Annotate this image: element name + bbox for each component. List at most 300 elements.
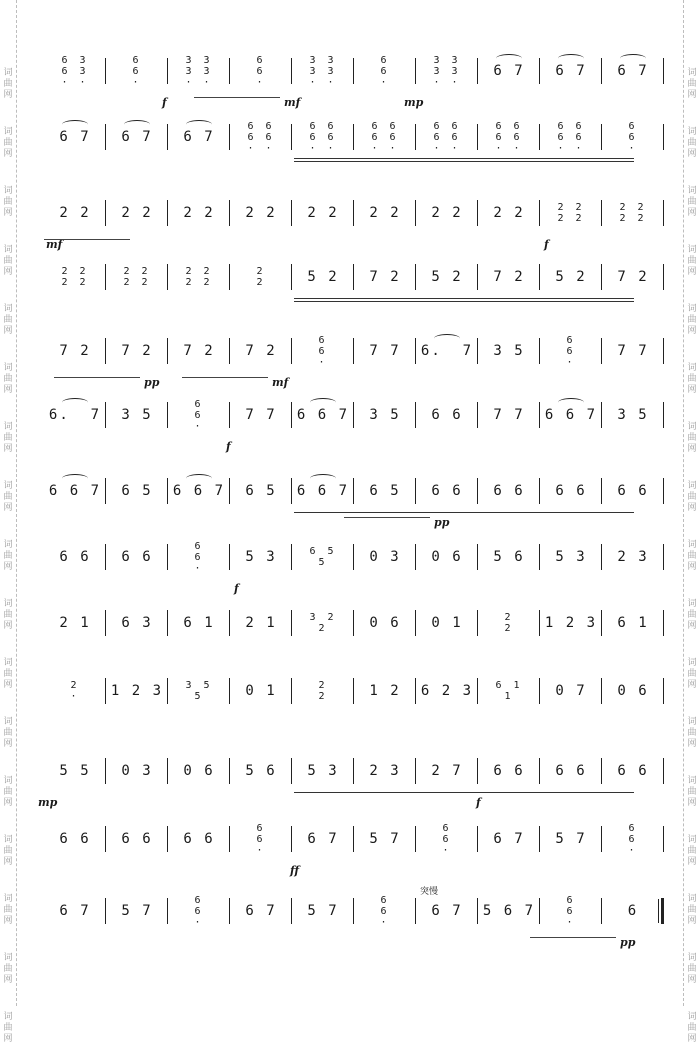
hairpin-line	[54, 377, 140, 378]
measure-notes: 6 6	[121, 549, 153, 565]
measure-notes: 7 7	[493, 407, 525, 423]
measure	[168, 756, 230, 786]
measure	[106, 676, 168, 706]
beam-line	[294, 161, 634, 162]
score-row	[44, 672, 664, 732]
measure	[602, 476, 664, 506]
measure-notes: 2 1	[245, 615, 277, 631]
measure	[44, 476, 106, 506]
measure	[292, 824, 354, 854]
measure-notes: 6 5	[245, 483, 277, 499]
measure-notes: 0 1	[431, 615, 463, 631]
beam-line	[294, 301, 634, 302]
score-row	[44, 118, 664, 178]
measure	[168, 262, 230, 292]
watermark-char: 曲	[687, 846, 697, 856]
measure-notes: 7 2	[121, 343, 153, 359]
measure-notes: 0 6	[617, 683, 649, 699]
measure-notes: 0 3	[369, 549, 401, 565]
measure-notes: 6 6 7	[296, 483, 350, 499]
measure-notes: 6 1	[183, 615, 215, 631]
measure	[540, 896, 602, 926]
measure-notes: 3 2 2	[309, 612, 337, 634]
measure-notes: 6 6 6 6 · ·	[247, 120, 275, 154]
measure-notes: 6 6 7	[296, 407, 350, 423]
measure	[478, 756, 540, 786]
measure-notes: 6 6	[431, 407, 463, 423]
watermark-char: 网	[3, 562, 13, 572]
measure	[168, 542, 230, 572]
measure	[354, 262, 416, 292]
measure-notes: 2 2	[493, 205, 525, 221]
measure	[354, 476, 416, 506]
watermark-char: 词	[687, 245, 697, 255]
measure	[292, 542, 354, 572]
measure-notes: 2 3	[369, 763, 401, 779]
watermark-char: 网	[687, 857, 697, 867]
watermark-char: 词	[3, 68, 13, 78]
measure-notes: 6 2 3	[420, 683, 474, 699]
measure-notes: 7 2	[183, 343, 215, 359]
watermark-char: 网	[3, 621, 13, 631]
measure-notes: 2 2	[307, 205, 339, 221]
measure-notes: 7 7	[369, 343, 401, 359]
measure	[292, 608, 354, 638]
measure-notes: 6 6	[59, 549, 91, 565]
measure	[44, 56, 106, 86]
watermark-char: 曲	[3, 669, 13, 679]
measure	[106, 896, 168, 926]
measure	[230, 400, 292, 430]
measure	[168, 476, 230, 506]
watermark-char: 网	[3, 444, 13, 454]
watermark-char: 曲	[687, 669, 697, 679]
score-row	[44, 604, 664, 664]
measure-notes: 6 6 ·	[566, 334, 576, 368]
measure	[354, 400, 416, 430]
slur-arc	[434, 334, 460, 343]
measure-notes: 7 7	[617, 343, 649, 359]
watermark-right	[683, 0, 700, 1044]
measure	[478, 896, 540, 926]
measure	[106, 400, 168, 430]
dynamic-mark: mf	[284, 96, 301, 109]
measure	[292, 56, 354, 86]
watermark-char: 曲	[3, 846, 13, 856]
watermark-char: 曲	[3, 610, 13, 620]
measure	[354, 756, 416, 786]
watermark-char: 词	[3, 422, 13, 432]
watermark-char: 网	[3, 798, 13, 808]
measure-notes: 5 2	[431, 269, 463, 285]
measure-notes: 2 2	[245, 205, 277, 221]
watermark-char: 词	[3, 953, 13, 963]
measure-notes: 6 6 7	[48, 483, 102, 499]
measure	[478, 542, 540, 572]
measure-notes: 6 6	[617, 763, 649, 779]
measure	[416, 608, 478, 638]
measure	[106, 608, 168, 638]
measure-notes: 2 2 2 2	[557, 202, 585, 224]
watermark-char: 词	[3, 717, 13, 727]
watermark-char: 网	[3, 739, 13, 749]
watermark-char: 网	[3, 90, 13, 100]
measure-notes: 6 7	[59, 903, 91, 919]
measure-notes: 5 7	[307, 903, 339, 919]
measure-notes: 3 5 5	[185, 680, 213, 702]
measure-notes: 5 2	[555, 269, 587, 285]
watermark-char: 词	[687, 540, 697, 550]
measure	[602, 896, 664, 926]
watermark-char: 网	[3, 680, 13, 690]
measure	[416, 542, 478, 572]
measure-notes: 6 6 ·	[256, 822, 266, 856]
watermark-char: 网	[3, 975, 13, 985]
watermark-char: 网	[3, 267, 13, 277]
watermark-char: 词	[687, 1012, 697, 1022]
measure	[540, 262, 602, 292]
measure-notes: 2 2	[183, 205, 215, 221]
measure-notes: 2 2	[256, 266, 266, 288]
watermark-char: 词	[687, 953, 697, 963]
watermark-char: 网	[3, 326, 13, 336]
measure	[478, 262, 540, 292]
hairpin-line	[344, 517, 430, 518]
measure	[230, 608, 292, 638]
slur-arc	[62, 398, 88, 407]
measure-notes: 2 3	[617, 549, 649, 565]
measure	[602, 122, 664, 152]
watermark-char: 曲	[3, 551, 13, 561]
measure-notes: 1 2 3	[544, 615, 598, 631]
measure-notes: 5 3	[555, 549, 587, 565]
measure-notes: 6 6	[617, 483, 649, 499]
measure	[354, 336, 416, 366]
measure-notes: 1 2	[369, 683, 401, 699]
watermark-char: 词	[3, 363, 13, 373]
watermark-char: 曲	[687, 315, 697, 325]
measure	[540, 336, 602, 366]
watermark-char: 网	[3, 1034, 13, 1044]
measure	[292, 676, 354, 706]
measure	[44, 542, 106, 572]
measure	[478, 608, 540, 638]
slur-arc	[62, 474, 88, 483]
watermark-char: 曲	[687, 79, 697, 89]
measure	[292, 756, 354, 786]
measure-notes: 6 6 ·	[318, 334, 328, 368]
score-row	[44, 258, 664, 318]
measure-notes: 6	[627, 903, 639, 919]
measure-notes: 2 7	[431, 763, 463, 779]
measure-notes: 3 3 3 3 · ·	[309, 54, 337, 88]
measure-notes: 5 5	[59, 763, 91, 779]
measure-notes: 6 6	[555, 763, 587, 779]
watermark-char: 曲	[3, 433, 13, 443]
measure-notes: 2 2 2 2	[619, 202, 647, 224]
watermark-char: 曲	[687, 197, 697, 207]
score-row	[38, 752, 664, 812]
dynamic-mark: f	[234, 582, 239, 595]
measure-notes: 0 6	[431, 549, 463, 565]
measure-notes: 6 3 6 3 · ·	[61, 54, 89, 88]
measure-notes: 2 ·	[70, 680, 80, 702]
watermark-char: 网	[687, 1034, 697, 1044]
beam-line	[294, 792, 634, 793]
watermark-char: 词	[3, 245, 13, 255]
measure-notes: 6 6	[59, 831, 91, 847]
watermark-left	[0, 0, 17, 1044]
measure-notes: 7 2	[59, 343, 91, 359]
score-row	[44, 892, 664, 952]
measure	[602, 336, 664, 366]
measure-notes: 6 7	[121, 129, 153, 145]
measure-notes: 6 6 6 6 · ·	[557, 120, 585, 154]
measure	[354, 198, 416, 228]
measure	[354, 122, 416, 152]
measure-notes: 6 6	[493, 483, 525, 499]
measure-notes: 7 2	[369, 269, 401, 285]
measure-notes: 7 2	[245, 343, 277, 359]
measure-notes: 6 7	[617, 63, 649, 79]
measure	[416, 336, 478, 366]
watermark-char: 词	[687, 68, 697, 78]
measure	[416, 756, 478, 786]
watermark-char: 词	[687, 717, 697, 727]
measure-notes: 6 6 ·	[256, 54, 266, 88]
measure	[44, 896, 106, 926]
measure	[292, 896, 354, 926]
measure-notes: 3 5	[369, 407, 401, 423]
measure-notes: 5 6 7	[482, 903, 536, 919]
dynamic-mark: mp	[404, 96, 424, 109]
measure-notes: 0 3	[121, 763, 153, 779]
watermark-char: 网	[687, 149, 697, 159]
watermark-char: 网	[3, 916, 13, 926]
dynamic-mark: f	[476, 796, 481, 809]
watermark-char: 网	[3, 503, 13, 513]
measure	[44, 198, 106, 228]
measure-notes: 2 2	[318, 680, 328, 702]
watermark-char: 网	[687, 798, 697, 808]
watermark-char: 网	[3, 149, 13, 159]
watermark-char: 曲	[687, 374, 697, 384]
watermark-char: 词	[3, 127, 13, 137]
watermark-char: 曲	[687, 256, 697, 266]
watermark-char: 词	[687, 363, 697, 373]
score-row	[44, 538, 664, 598]
measure	[168, 824, 230, 854]
score-row	[44, 396, 664, 456]
measure-notes: 2 2	[431, 205, 463, 221]
measure-notes: 6 1 1	[495, 680, 523, 702]
measure	[106, 56, 168, 86]
measure	[168, 896, 230, 926]
measure	[602, 608, 664, 638]
measure-notes: 6 7	[307, 831, 339, 847]
measure	[540, 824, 602, 854]
slur-arc	[62, 120, 88, 129]
score-row	[44, 332, 664, 392]
measure-notes: 6 5	[121, 483, 153, 499]
watermark-char: 曲	[687, 787, 697, 797]
measure	[106, 336, 168, 366]
measure	[416, 262, 478, 292]
measure-notes: 2 2	[369, 205, 401, 221]
measure	[230, 476, 292, 506]
measure	[354, 542, 416, 572]
measure	[416, 824, 478, 854]
measure	[44, 676, 106, 706]
measure	[230, 56, 292, 86]
hairpin-line	[44, 239, 130, 240]
measure	[230, 262, 292, 292]
measure-notes: 2 2	[504, 612, 514, 634]
measure-notes: 6 6 ·	[194, 398, 204, 432]
measure	[416, 476, 478, 506]
measure-notes: 5 3	[307, 763, 339, 779]
measure	[540, 198, 602, 228]
watermark-char: 词	[3, 599, 13, 609]
dynamic-mark: pp	[434, 516, 450, 529]
measure-notes: 3 5	[617, 407, 649, 423]
measure	[416, 676, 478, 706]
measure	[106, 824, 168, 854]
measure-notes: 6 6 ·	[194, 540, 204, 574]
measure-notes: 6 6 ·	[194, 894, 204, 928]
watermark-char: 网	[687, 621, 697, 631]
dynamic-mark: ff	[290, 864, 300, 877]
dynamic-mark: f	[544, 238, 549, 251]
watermark-char: 曲	[687, 964, 697, 974]
measure-notes: 7 2	[617, 269, 649, 285]
measure-notes: 5 7	[555, 831, 587, 847]
dynamic-mark: pp	[144, 376, 160, 389]
measure	[292, 198, 354, 228]
watermark-char: 曲	[3, 315, 13, 325]
measure	[540, 608, 602, 638]
measure	[416, 896, 478, 926]
measure-notes: 6 7	[59, 129, 91, 145]
measure-notes: 5 7	[369, 831, 401, 847]
measure	[44, 262, 106, 292]
watermark-char: 曲	[687, 138, 697, 148]
measure	[292, 400, 354, 430]
watermark-char: 网	[687, 326, 697, 336]
measure-notes: 6 7	[493, 831, 525, 847]
measure-notes: 6 6 6 6 · ·	[371, 120, 399, 154]
watermark-char: 曲	[687, 551, 697, 561]
measure-notes: 6 6	[493, 763, 525, 779]
measure-notes: 6 6 ·	[566, 894, 576, 928]
measure-notes: 6. 7	[48, 407, 102, 423]
watermark-char: 曲	[3, 492, 13, 502]
watermark-char: 词	[687, 481, 697, 491]
dynamic-mark: mf	[46, 238, 63, 251]
measure	[168, 122, 230, 152]
slur-arc	[558, 54, 584, 63]
measure	[478, 676, 540, 706]
measure-notes: 3 5	[493, 343, 525, 359]
measure	[168, 400, 230, 430]
watermark-char: 网	[3, 208, 13, 218]
measure	[292, 476, 354, 506]
watermark-char: 词	[687, 186, 697, 196]
measure-notes: 6 6 6 6 · ·	[309, 120, 337, 154]
watermark-char: 曲	[3, 374, 13, 384]
measure	[292, 262, 354, 292]
measure-notes: 0 1	[245, 683, 277, 699]
measure-notes: 2 1	[59, 615, 91, 631]
measure	[602, 262, 664, 292]
measure-notes: 6 6	[121, 831, 153, 847]
measure-notes: 6 6 6 6 · ·	[495, 120, 523, 154]
watermark-char: 网	[3, 385, 13, 395]
measure	[478, 198, 540, 228]
watermark-char: 词	[3, 835, 13, 845]
measure	[602, 542, 664, 572]
beam-line	[294, 512, 634, 513]
measure	[106, 542, 168, 572]
measure	[230, 824, 292, 854]
hairpin-line	[182, 377, 268, 378]
score-row	[44, 820, 664, 880]
measure	[602, 756, 664, 786]
watermark-char: 曲	[3, 905, 13, 915]
measure	[354, 896, 416, 926]
watermark-char: 曲	[687, 1023, 697, 1033]
measure	[540, 676, 602, 706]
measure-notes: 1 2 3	[110, 683, 164, 699]
measure-notes: 5 6	[493, 549, 525, 565]
watermark-char: 网	[687, 562, 697, 572]
measure-notes: 6 1	[617, 615, 649, 631]
measure	[602, 676, 664, 706]
measure	[106, 476, 168, 506]
measure	[602, 824, 664, 854]
measure	[540, 756, 602, 786]
watermark-char: 网	[687, 975, 697, 985]
measure	[44, 122, 106, 152]
measure-notes: 6 6 7	[544, 407, 598, 423]
measure-notes: 7 2	[493, 269, 525, 285]
score-row	[44, 194, 664, 254]
measure-notes: 3 5	[121, 407, 153, 423]
measure-notes: 6 6 ·	[380, 54, 390, 88]
tempo-annotation: 突慢	[420, 887, 439, 897]
measure-notes: 0 7	[555, 683, 587, 699]
measure	[602, 56, 664, 86]
measure-notes: 6 6 ·	[442, 822, 452, 856]
measure	[540, 122, 602, 152]
measure	[230, 198, 292, 228]
measure-notes: 6 6 ·	[132, 54, 142, 88]
measure	[44, 824, 106, 854]
watermark-char: 曲	[3, 787, 13, 797]
measure	[540, 400, 602, 430]
beam-line	[294, 158, 634, 159]
measure-notes: 2 2	[121, 205, 153, 221]
watermark-char: 曲	[687, 433, 697, 443]
dynamic-mark: f	[162, 96, 167, 109]
measure	[416, 122, 478, 152]
watermark-char: 曲	[687, 492, 697, 502]
watermark-char: 词	[687, 599, 697, 609]
measure	[168, 676, 230, 706]
measure	[416, 56, 478, 86]
slur-arc	[310, 474, 336, 483]
watermark-char: 曲	[3, 728, 13, 738]
